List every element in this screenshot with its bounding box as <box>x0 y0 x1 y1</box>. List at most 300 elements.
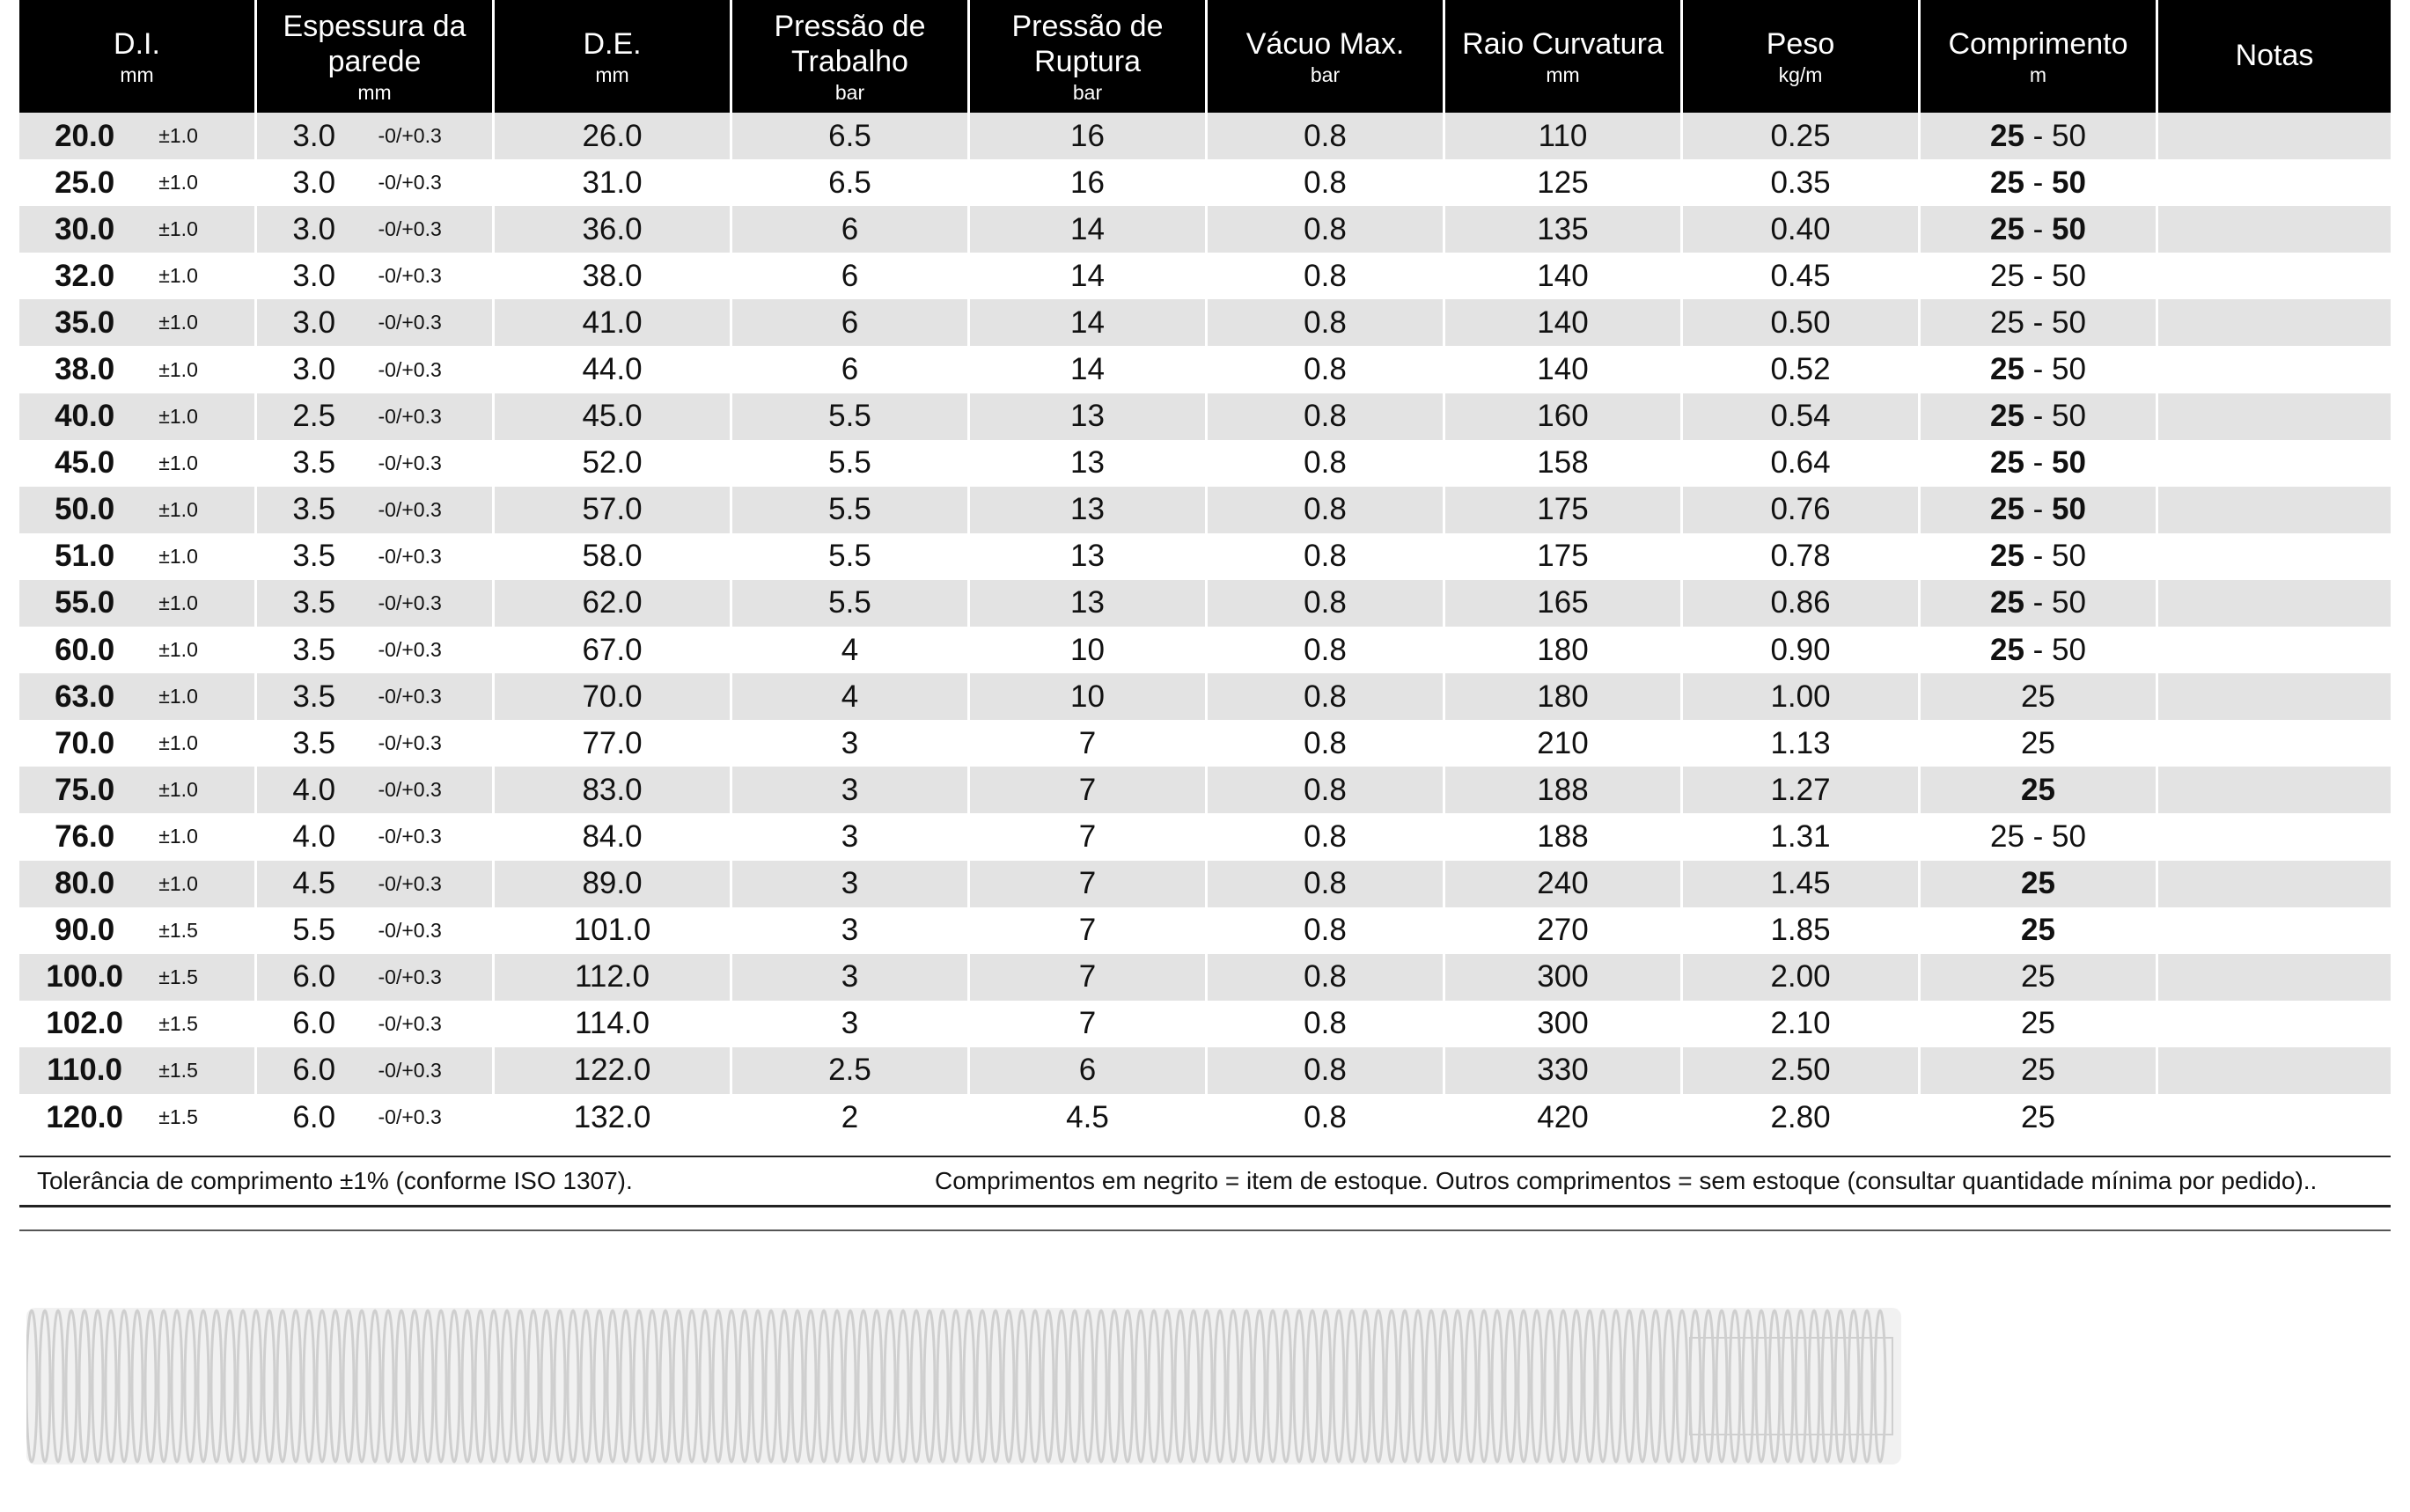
cell-inner-diameter <box>19 393 257 440</box>
length-separator: - <box>2024 632 2053 667</box>
cell-bend-radius: 240 <box>1445 861 1683 907</box>
table-row <box>19 113 2391 159</box>
length-separator: - <box>2024 818 2053 854</box>
wall-thickness-value: 3.5 <box>292 539 336 574</box>
cell-length <box>1921 720 2158 767</box>
cell-burst-pressure: 16 <box>970 113 1208 159</box>
cell-notes <box>2158 440 2391 487</box>
header-title: Peso <box>1766 27 1835 61</box>
inner-diameter-tolerance: ±1.5 <box>158 1105 198 1129</box>
cell-wall-thickness <box>257 580 495 627</box>
inner-diameter-tolerance: ±1.0 <box>158 357 198 381</box>
wall-thickness-value: 3.0 <box>292 211 336 246</box>
cell-inner-diameter <box>19 627 257 673</box>
length-min: 25 <box>1990 305 2024 340</box>
inner-diameter-tolerance: ±1.0 <box>158 497 198 521</box>
cell-weight: 1.31 <box>1683 813 1921 860</box>
cell-working-pressure: 3 <box>732 861 970 907</box>
cell-working-pressure: 3 <box>732 813 970 860</box>
cell-notes <box>2158 954 2391 1001</box>
inner-diameter-value: 110.0 <box>47 1053 122 1088</box>
inner-diameter-value: 60.0 <box>55 632 115 667</box>
footnote-top-rule <box>19 1156 2391 1157</box>
cell-burst-pressure: 7 <box>970 720 1208 767</box>
inner-diameter-value: 76.0 <box>55 818 115 854</box>
table-row <box>19 440 2391 487</box>
length-min: 25 <box>2021 725 2055 760</box>
cell-weight: 0.40 <box>1683 206 1921 253</box>
cell-inner-diameter <box>19 767 257 813</box>
inner-diameter-tolerance: ±1.0 <box>158 731 198 755</box>
cell-weight: 0.86 <box>1683 580 1921 627</box>
inner-diameter-tolerance: ±1.0 <box>158 638 198 662</box>
cell-wall-thickness <box>257 299 495 346</box>
cell-weight: 1.00 <box>1683 673 1921 720</box>
cell-burst-pressure: 14 <box>970 299 1208 346</box>
cell-working-pressure: 2.5 <box>732 1047 970 1094</box>
cell-max-vacuum: 0.8 <box>1208 1047 1445 1094</box>
cell-outer-diameter: 26.0 <box>495 113 732 159</box>
cell-outer-diameter: 84.0 <box>495 813 732 860</box>
length-separator: - <box>2024 165 2053 200</box>
header-unit: m <box>2029 63 2047 86</box>
cell-inner-diameter <box>19 159 257 206</box>
cell-working-pressure: 2 <box>732 1094 970 1141</box>
cell-weight: 1.85 <box>1683 907 1921 954</box>
wall-thickness-value: 3.0 <box>292 165 336 200</box>
length-max: 50 <box>2052 165 2086 200</box>
cell-max-vacuum: 0.8 <box>1208 580 1445 627</box>
cell-burst-pressure: 10 <box>970 673 1208 720</box>
wall-thickness-value: 4.5 <box>292 866 336 901</box>
page-divider <box>19 1229 2391 1231</box>
cell-bend-radius: 110 <box>1445 113 1683 159</box>
table-row <box>19 627 2391 673</box>
cell-length <box>1921 487 2158 533</box>
inner-diameter-tolerance: ±1.5 <box>158 1058 198 1082</box>
cell-burst-pressure: 14 <box>970 346 1208 393</box>
header-title: Espessura da parede <box>283 10 467 78</box>
table-row <box>19 720 2391 767</box>
length-min: 25 <box>1990 399 2024 434</box>
cell-notes <box>2158 1001 2391 1047</box>
cell-max-vacuum: 0.8 <box>1208 1001 1445 1047</box>
cell-burst-pressure: 16 <box>970 159 1208 206</box>
cell-bend-radius: 175 <box>1445 487 1683 533</box>
inner-diameter-value: 55.0 <box>55 585 115 620</box>
cell-length <box>1921 767 2158 813</box>
inner-diameter-tolerance: ±1.0 <box>158 217 198 241</box>
cell-burst-pressure: 7 <box>970 907 1208 954</box>
cell-outer-diameter: 45.0 <box>495 393 732 440</box>
inner-diameter-value: 20.0 <box>55 118 115 153</box>
length-min: 25 <box>2021 772 2055 807</box>
header-unit: bar <box>1072 81 1103 104</box>
table-row <box>19 487 2391 533</box>
cell-notes <box>2158 253 2391 299</box>
length-max: 50 <box>2052 632 2086 667</box>
cell-wall-thickness <box>257 253 495 299</box>
cell-working-pressure: 6 <box>732 253 970 299</box>
cell-outer-diameter: 114.0 <box>495 1001 732 1047</box>
cell-inner-diameter <box>19 533 257 580</box>
cell-outer-diameter: 31.0 <box>495 159 732 206</box>
cell-max-vacuum: 0.8 <box>1208 720 1445 767</box>
length-max: 50 <box>2052 818 2086 854</box>
wall-thickness-tolerance: -0/+0.3 <box>378 918 442 942</box>
table-row <box>19 159 2391 206</box>
wall-thickness-value: 4.0 <box>292 818 336 854</box>
wall-thickness-tolerance: -0/+0.3 <box>378 544 442 568</box>
inner-diameter-value: 120.0 <box>46 1099 123 1134</box>
table-row <box>19 861 2391 907</box>
cell-bend-radius: 165 <box>1445 580 1683 627</box>
wall-thickness-value: 2.5 <box>292 399 336 434</box>
cell-wall-thickness <box>257 861 495 907</box>
header-unit: bar <box>1310 63 1341 86</box>
cell-length <box>1921 954 2158 1001</box>
wall-thickness-tolerance: -0/+0.3 <box>378 404 442 428</box>
cell-length <box>1921 1094 2158 1141</box>
wall-thickness-value: 6.0 <box>292 1006 336 1041</box>
cell-outer-diameter: 67.0 <box>495 627 732 673</box>
spec-table-body <box>19 113 2391 1141</box>
wall-thickness-value: 3.5 <box>292 725 336 760</box>
cell-burst-pressure: 13 <box>970 440 1208 487</box>
cell-weight: 0.45 <box>1683 253 1921 299</box>
inner-diameter-tolerance: ±1.5 <box>158 1011 198 1035</box>
cell-inner-diameter <box>19 113 257 159</box>
length-min: 25 <box>1990 352 2024 387</box>
cell-length <box>1921 1047 2158 1094</box>
cell-wall-thickness <box>257 813 495 860</box>
cell-max-vacuum: 0.8 <box>1208 346 1445 393</box>
length-min: 25 <box>1990 632 2024 667</box>
cell-wall-thickness <box>257 346 495 393</box>
wall-thickness-value: 3.5 <box>292 632 336 667</box>
cell-notes <box>2158 1047 2391 1094</box>
wall-thickness-tolerance: -0/+0.3 <box>378 1058 442 1082</box>
cell-working-pressure: 4 <box>732 627 970 673</box>
cell-burst-pressure: 7 <box>970 813 1208 860</box>
length-max: 50 <box>2052 399 2086 434</box>
cell-weight: 0.90 <box>1683 627 1921 673</box>
table-row <box>19 907 2391 954</box>
cell-inner-diameter <box>19 813 257 860</box>
cell-notes <box>2158 393 2391 440</box>
length-min: 25 <box>2021 679 2055 714</box>
cell-outer-diameter: 83.0 <box>495 767 732 813</box>
cell-wall-thickness <box>257 393 495 440</box>
wall-thickness-tolerance: -0/+0.3 <box>378 1105 442 1129</box>
wall-thickness-tolerance: -0/+0.3 <box>378 731 442 755</box>
inner-diameter-tolerance: ±1.5 <box>158 965 198 988</box>
cell-inner-diameter <box>19 1047 257 1094</box>
cell-max-vacuum: 0.8 <box>1208 627 1445 673</box>
table-row <box>19 813 2391 860</box>
length-min: 25 <box>1990 445 2024 481</box>
wall-thickness-tolerance: -0/+0.3 <box>378 357 442 381</box>
cell-inner-diameter <box>19 487 257 533</box>
length-min: 25 <box>1990 118 2024 153</box>
wall-thickness-value: 6.0 <box>292 1099 336 1134</box>
cell-working-pressure: 5.5 <box>732 393 970 440</box>
inner-diameter-value: 63.0 <box>55 679 115 714</box>
length-separator: - <box>2024 258 2053 293</box>
cell-wall-thickness <box>257 907 495 954</box>
cell-length <box>1921 813 2158 860</box>
cell-length <box>1921 159 2158 206</box>
cell-wall-thickness <box>257 1047 495 1094</box>
cell-notes <box>2158 767 2391 813</box>
cell-working-pressure: 4 <box>732 673 970 720</box>
cell-bend-radius: 125 <box>1445 159 1683 206</box>
length-min: 25 <box>1990 585 2024 620</box>
inner-diameter-value: 40.0 <box>55 399 115 434</box>
cell-weight: 0.54 <box>1683 393 1921 440</box>
cell-wall-thickness <box>257 440 495 487</box>
length-max: 50 <box>2052 445 2086 481</box>
header-outer-diameter <box>495 0 732 113</box>
length-separator: - <box>2024 492 2053 527</box>
cell-bend-radius: 300 <box>1445 954 1683 1001</box>
inner-diameter-value: 32.0 <box>55 258 115 293</box>
header-burst-pressure <box>970 0 1208 113</box>
length-min: 25 <box>2021 913 2055 948</box>
cell-max-vacuum: 0.8 <box>1208 440 1445 487</box>
cell-notes <box>2158 861 2391 907</box>
cell-notes <box>2158 113 2391 159</box>
table-row <box>19 1001 2391 1047</box>
cell-notes <box>2158 299 2391 346</box>
table-row <box>19 299 2391 346</box>
inner-diameter-value: 80.0 <box>55 866 115 901</box>
cell-max-vacuum: 0.8 <box>1208 113 1445 159</box>
cell-burst-pressure: 13 <box>970 580 1208 627</box>
wall-thickness-value: 3.5 <box>292 445 336 481</box>
inner-diameter-tolerance: ±1.0 <box>158 264 198 288</box>
cell-burst-pressure: 7 <box>970 861 1208 907</box>
cell-bend-radius: 188 <box>1445 813 1683 860</box>
cell-length <box>1921 253 2158 299</box>
cell-bend-radius: 330 <box>1445 1047 1683 1094</box>
wall-thickness-value: 4.0 <box>292 772 336 807</box>
inner-diameter-tolerance: ±1.0 <box>158 591 198 614</box>
cell-burst-pressure: 14 <box>970 206 1208 253</box>
cell-max-vacuum: 0.8 <box>1208 487 1445 533</box>
cell-outer-diameter: 132.0 <box>495 1094 732 1141</box>
cell-bend-radius: 420 <box>1445 1094 1683 1141</box>
cell-notes <box>2158 907 2391 954</box>
length-max: 50 <box>2052 258 2086 293</box>
header-title: D.I. <box>114 27 160 61</box>
header-unit: bar <box>834 81 865 104</box>
cell-wall-thickness <box>257 1094 495 1141</box>
cell-outer-diameter: 101.0 <box>495 907 732 954</box>
length-max: 50 <box>2052 211 2086 246</box>
table-row <box>19 1047 2391 1094</box>
length-min: 25 <box>2021 1006 2055 1041</box>
cell-bend-radius: 160 <box>1445 393 1683 440</box>
header-title: Raio Curvatura <box>1462 27 1664 61</box>
length-max: 50 <box>2052 585 2086 620</box>
wall-thickness-tolerance: -0/+0.3 <box>378 638 442 662</box>
table-row <box>19 580 2391 627</box>
cell-outer-diameter: 77.0 <box>495 720 732 767</box>
cell-wall-thickness <box>257 720 495 767</box>
wall-thickness-tolerance: -0/+0.3 <box>378 124 442 148</box>
cell-bend-radius: 158 <box>1445 440 1683 487</box>
inner-diameter-tolerance: ±1.0 <box>158 825 198 848</box>
cell-notes <box>2158 533 2391 580</box>
cell-outer-diameter: 58.0 <box>495 533 732 580</box>
cell-inner-diameter <box>19 954 257 1001</box>
header-title: D.E. <box>583 27 642 61</box>
cell-burst-pressure: 13 <box>970 487 1208 533</box>
cell-working-pressure: 3 <box>732 954 970 1001</box>
inner-diameter-tolerance: ±1.0 <box>158 685 198 708</box>
cell-bend-radius: 175 <box>1445 533 1683 580</box>
cell-working-pressure: 3 <box>732 1001 970 1047</box>
header-title: Vácuo Max. <box>1245 27 1405 61</box>
inner-diameter-tolerance: ±1.0 <box>158 124 198 148</box>
cell-inner-diameter <box>19 440 257 487</box>
cell-outer-diameter: 36.0 <box>495 206 732 253</box>
header-unit: mm <box>357 81 392 104</box>
cell-weight: 0.50 <box>1683 299 1921 346</box>
cell-outer-diameter: 57.0 <box>495 487 732 533</box>
cell-length <box>1921 393 2158 440</box>
cell-length <box>1921 440 2158 487</box>
length-max: 50 <box>2052 118 2086 153</box>
cell-notes <box>2158 487 2391 533</box>
cell-burst-pressure: 14 <box>970 253 1208 299</box>
footnotes <box>19 1158 2391 1202</box>
cell-wall-thickness <box>257 487 495 533</box>
table-row <box>19 253 2391 299</box>
stock-item-note: Comprimentos em negrito = item de estoque. Outros comprimentos = sem estoque (consultar quantidade mínima por pedido).. <box>935 1167 2318 1194</box>
cell-weight: 2.80 <box>1683 1094 1921 1141</box>
cell-weight: 0.52 <box>1683 346 1921 393</box>
length-separator: - <box>2024 399 2053 434</box>
header-max-vacuum <box>1208 0 1445 113</box>
cell-outer-diameter: 122.0 <box>495 1047 732 1094</box>
cell-outer-diameter: 112.0 <box>495 954 732 1001</box>
cell-burst-pressure: 7 <box>970 1001 1208 1047</box>
cell-working-pressure: 5.5 <box>732 487 970 533</box>
header-length <box>1921 0 2158 113</box>
cell-bend-radius: 300 <box>1445 1001 1683 1047</box>
wall-thickness-value: 3.0 <box>292 118 336 153</box>
header-wall-thickness <box>257 0 495 113</box>
cell-inner-diameter <box>19 253 257 299</box>
wall-thickness-tolerance: -0/+0.3 <box>378 685 442 708</box>
cell-weight: 2.10 <box>1683 1001 1921 1047</box>
wall-thickness-tolerance: -0/+0.3 <box>378 217 442 241</box>
table-row <box>19 954 2391 1001</box>
cell-burst-pressure: 4.5 <box>970 1094 1208 1141</box>
header-unit: kg/m <box>1778 63 1823 86</box>
inner-diameter-tolerance: ±1.0 <box>158 404 198 428</box>
wall-thickness-tolerance: -0/+0.3 <box>378 497 442 521</box>
cell-inner-diameter <box>19 720 257 767</box>
cell-outer-diameter: 41.0 <box>495 299 732 346</box>
cell-notes <box>2158 720 2391 767</box>
cell-working-pressure: 5.5 <box>732 580 970 627</box>
header-title: Notas <box>2235 39 2314 72</box>
cell-outer-diameter: 52.0 <box>495 440 732 487</box>
inner-diameter-value: 45.0 <box>55 445 115 481</box>
cell-burst-pressure: 6 <box>970 1047 1208 1094</box>
wall-thickness-value: 3.0 <box>292 352 336 387</box>
header-unit: mm <box>595 63 629 86</box>
length-separator: - <box>2024 539 2053 574</box>
header-title: Pressão de Ruptura <box>1011 10 1164 78</box>
cell-working-pressure: 5.5 <box>732 533 970 580</box>
length-separator: - <box>2024 211 2053 246</box>
cell-bend-radius: 140 <box>1445 299 1683 346</box>
cell-max-vacuum: 0.8 <box>1208 673 1445 720</box>
cell-wall-thickness <box>257 113 495 159</box>
cell-weight: 0.35 <box>1683 159 1921 206</box>
cell-length <box>1921 299 2158 346</box>
cell-weight: 1.27 <box>1683 767 1921 813</box>
wall-thickness-tolerance: -0/+0.3 <box>378 171 442 195</box>
cell-max-vacuum: 0.8 <box>1208 861 1445 907</box>
header-unit: mm <box>1546 63 1580 86</box>
cell-burst-pressure: 13 <box>970 393 1208 440</box>
table-row <box>19 767 2391 813</box>
cell-bend-radius: 180 <box>1445 627 1683 673</box>
cell-bend-radius: 188 <box>1445 767 1683 813</box>
cell-notes <box>2158 580 2391 627</box>
cell-wall-thickness <box>257 206 495 253</box>
cell-max-vacuum: 0.8 <box>1208 206 1445 253</box>
cell-max-vacuum: 0.8 <box>1208 253 1445 299</box>
length-min: 25 <box>1990 818 2024 854</box>
cell-weight: 0.76 <box>1683 487 1921 533</box>
cell-outer-diameter: 38.0 <box>495 253 732 299</box>
cell-max-vacuum: 0.8 <box>1208 1094 1445 1141</box>
wall-thickness-tolerance: -0/+0.3 <box>378 591 442 614</box>
cell-length <box>1921 206 2158 253</box>
cell-length <box>1921 907 2158 954</box>
cell-inner-diameter <box>19 346 257 393</box>
cell-bend-radius: 140 <box>1445 346 1683 393</box>
length-tolerance-note: Tolerância de comprimento ±1% (conforme ISO 1307). <box>37 1167 633 1194</box>
cell-max-vacuum: 0.8 <box>1208 159 1445 206</box>
table-row <box>19 393 2391 440</box>
wall-thickness-tolerance: -0/+0.3 <box>378 1011 442 1035</box>
cell-bend-radius: 140 <box>1445 253 1683 299</box>
length-max: 50 <box>2052 492 2086 527</box>
cell-outer-diameter: 89.0 <box>495 861 732 907</box>
wall-thickness-tolerance: -0/+0.3 <box>378 871 442 895</box>
cell-length <box>1921 533 2158 580</box>
cell-outer-diameter: 70.0 <box>495 673 732 720</box>
wall-thickness-value: 3.5 <box>292 679 336 714</box>
cell-inner-diameter <box>19 580 257 627</box>
cell-working-pressure: 6 <box>732 299 970 346</box>
cell-inner-diameter <box>19 206 257 253</box>
cell-weight: 0.64 <box>1683 440 1921 487</box>
cell-working-pressure: 3 <box>732 767 970 813</box>
wall-thickness-tolerance: -0/+0.3 <box>378 965 442 988</box>
cell-working-pressure: 6 <box>732 346 970 393</box>
table-row <box>19 346 2391 393</box>
cell-notes <box>2158 813 2391 860</box>
inner-diameter-value: 30.0 <box>55 211 115 246</box>
